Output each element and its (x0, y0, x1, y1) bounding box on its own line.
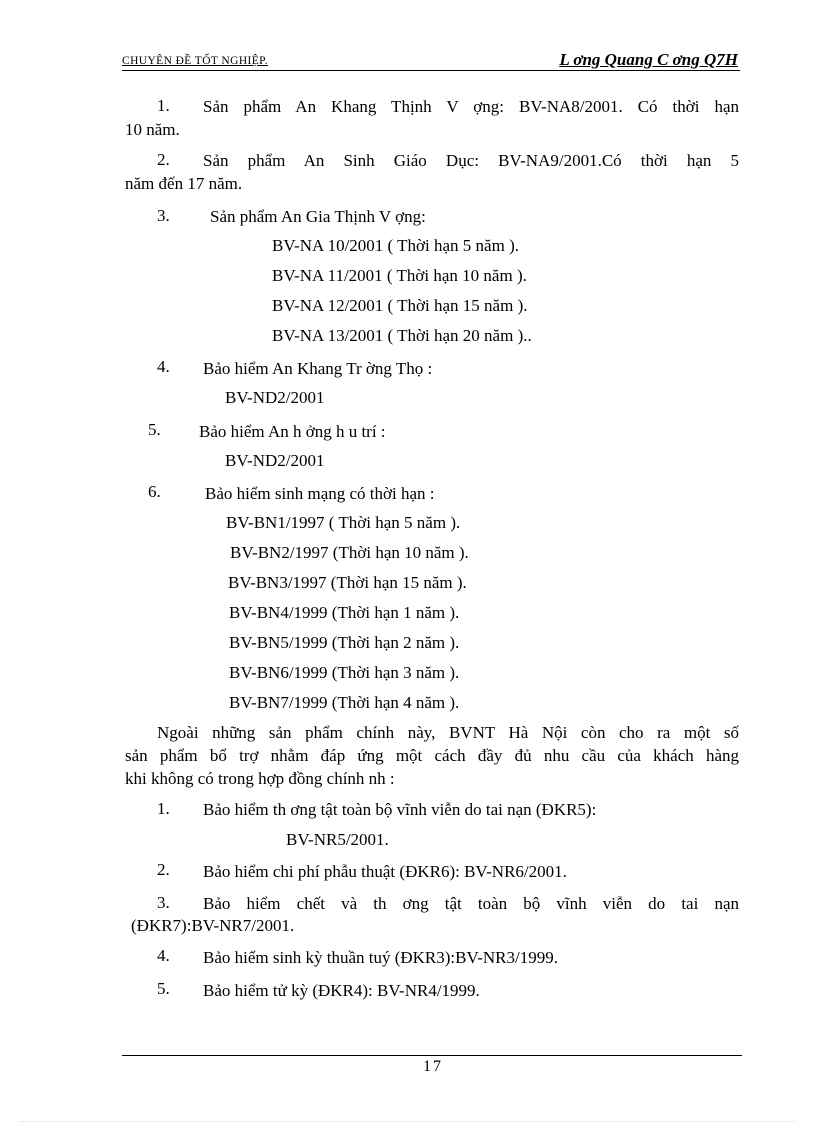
item-number: 4. (157, 357, 170, 376)
item-text: Bảo hiểm An Khang Tr ờng Thọ : (203, 359, 433, 378)
header-title: CHUYÊN ĐỀ TỐT NGHIỆP. (122, 55, 268, 67)
sub-item: BV-NA 10/2001 ( Thời hạn 5 năm ). (272, 236, 519, 255)
header-author: L ơng Quang C ơng Q7H (559, 50, 738, 69)
sub-item: BV-BN5/1999 (Thời hạn 2 năm ). (229, 633, 460, 652)
item-text: Bảo hiểm An h ởng h u trí : (199, 422, 386, 441)
item-text: Bảo hiểm th ơng tật toàn bộ vĩnh viễn do tai nạn (ĐKR5): (203, 800, 597, 819)
item-number: 5. (148, 420, 161, 439)
item-number: 3. (157, 206, 170, 225)
sub-item: BV-ND2/2001 (225, 388, 325, 407)
paragraph-line: khi không có trong hợp đồng chính nh : (125, 769, 395, 788)
item-text: Bảo hiểm sinh kỳ thuần tuý (ĐKR3):BV-NR3/1999. (203, 948, 558, 967)
sub-item: BV-NA 13/2001 ( Thời hạn 20 năm ).. (272, 326, 532, 345)
item-text-cont: năm đến 17 năm. (125, 174, 243, 193)
sub-item: BV-BN2/1997 (Thời hạn 10 năm ). (230, 543, 469, 562)
item-text: Bảo hiểm sinh mạng có thời hạn : (205, 484, 435, 503)
item-number: 1. (157, 799, 170, 818)
sub-item: BV-BN7/1999 (Thời hạn 4 năm ). (229, 693, 460, 712)
item-number: 2. (157, 860, 170, 879)
item-text: Bảo hiểm tử kỳ (ĐKR4): BV-NR4/1999. (203, 981, 480, 1000)
sub-item: BV-BN6/1999 (Thời hạn 3 năm ). (229, 663, 460, 682)
sub-item: BV-BN3/1997 (Thời hạn 15 năm ). (228, 573, 467, 592)
item-text: Sản phẩm An Khang Thịnh V ợng: BV-NA8/2001. Có thời hạn (203, 97, 739, 116)
item-text-cont: (ĐKR7):BV-NR7/2001. (131, 916, 295, 935)
header-rule (122, 70, 740, 71)
item-number: 2. (157, 150, 170, 169)
sub-item: BV-NA 11/2001 ( Thời hạn 10 năm ). (272, 266, 527, 285)
footer-rule (122, 1055, 742, 1056)
item-number: 6. (148, 482, 161, 501)
item-text: Sản phẩm An Sinh Giáo Dục: BV-NA9/2001.Có thời hạn 5 (203, 151, 739, 170)
page-edge (20, 1121, 796, 1122)
item-number: 5. (157, 979, 170, 998)
item-number: 1. (157, 96, 170, 115)
paragraph-line: sản phẩm bổ trợ nhằm đáp ứng một cách đầy đủ nhu cầu của khách hàng (125, 746, 739, 765)
item-text: Bảo hiểm chi phí phẫu thuật (ĐKR6): BV-NR6/2001. (203, 862, 567, 881)
item-text-cont: 10 năm. (125, 120, 180, 139)
sub-item: BV-BN1/1997 ( Thời hạn 5 năm ). (226, 513, 461, 532)
page-number: 17 (423, 1058, 443, 1075)
item-number: 4. (157, 946, 170, 965)
item-text: Bảo hiểm chết và th ơng tật toàn bộ vĩnh viễn do tai nạn (203, 894, 739, 913)
item-number: 3. (157, 893, 170, 912)
paragraph-line: Ngoài những sản phẩm chính này, BVNT Hà Nội còn cho ra một số (157, 723, 739, 742)
sub-item: BV-ND2/2001 (225, 451, 325, 470)
sub-item: BV-BN4/1999 (Thời hạn 1 năm ). (229, 603, 460, 622)
sub-item: BV-NA 12/2001 ( Thời hạn 15 năm ). (272, 296, 528, 315)
sub-item: BV-NR5/2001. (286, 830, 389, 849)
item-text: Sản phẩm An Gia Thịnh V ợng: (210, 207, 426, 226)
